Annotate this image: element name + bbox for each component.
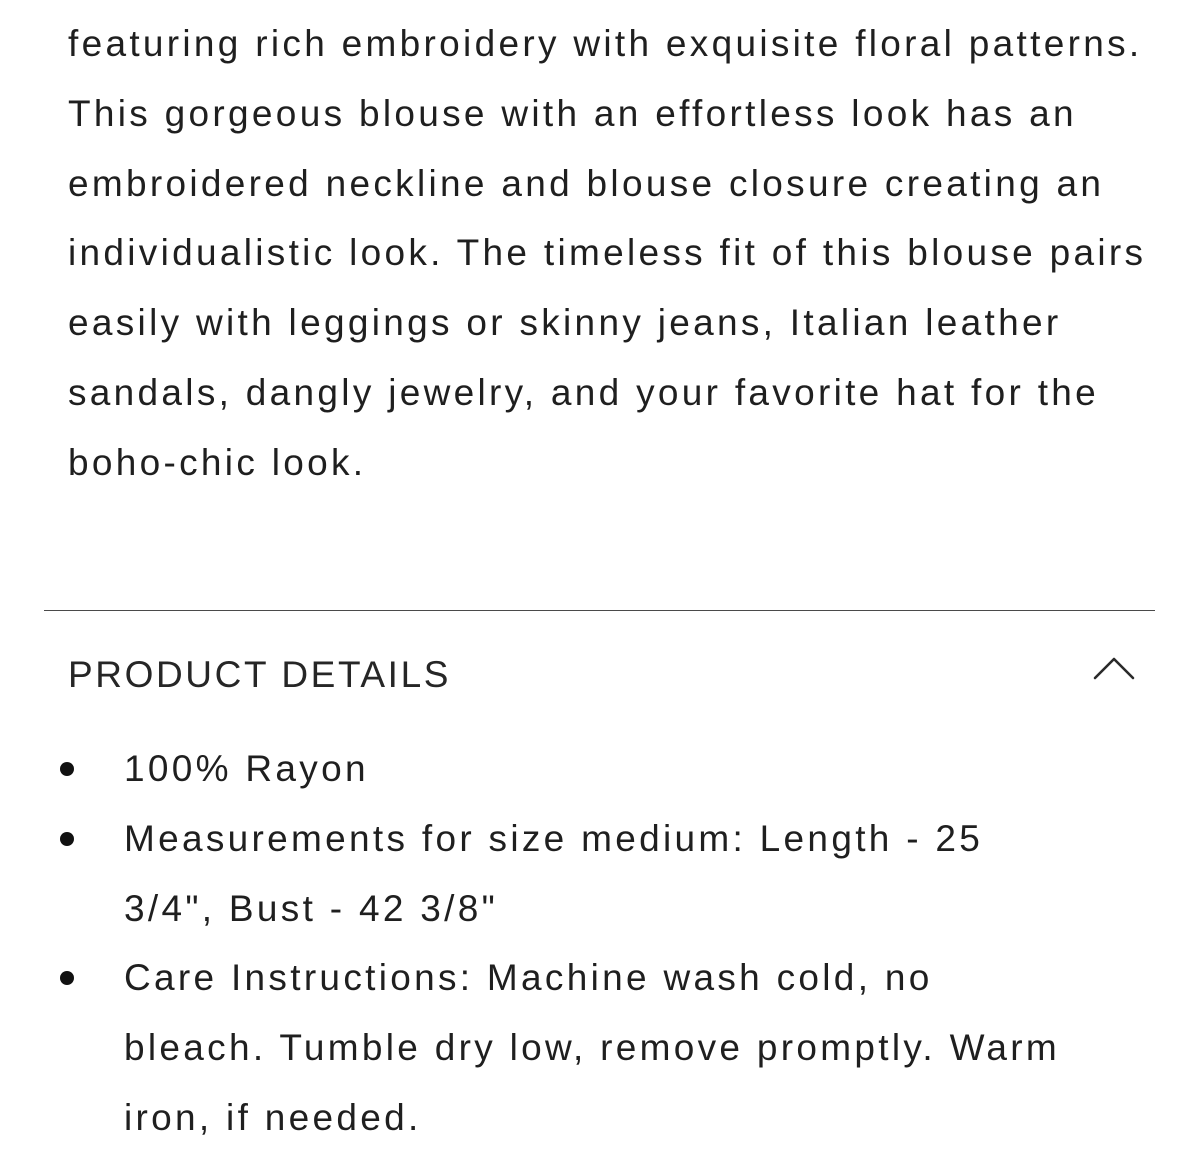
list-item [0, 734, 1084, 804]
detail-text: Care Instructions: Machine wash cold, no bleach. Tumble dry low, remove promptly. Warm iron, if needed. [124, 957, 1061, 1138]
product-details-toggle[interactable] [44, 640, 1155, 710]
section-divider [44, 610, 1155, 611]
chevron-up-icon[interactable] [1092, 654, 1136, 682]
bullet-icon [60, 762, 74, 776]
list-item [0, 943, 1084, 1152]
bullet-icon [60, 832, 74, 846]
product-description: featuring rich embroidery with exquisite floral patterns. This gorgeous blouse with an effortless look has an embroidered neckline and blouse closure creating an individualistic look. The timeless fit of this blouse pairs easily with leggings or skinny jeans, Italian leather sandals, dangly jewelry, and your favorite hat for the boho-chic look. [68, 23, 1147, 483]
product-details-list [0, 734, 1200, 1153]
product-details-title: PRODUCT DETAILS [68, 654, 452, 695]
list-item [0, 804, 1084, 944]
detail-text: 100% Rayon [124, 748, 369, 789]
bullet-icon [60, 971, 74, 985]
detail-text: Measurements for size medium: Length - 25 3/4", Bust - 42 3/8" [124, 817, 984, 929]
